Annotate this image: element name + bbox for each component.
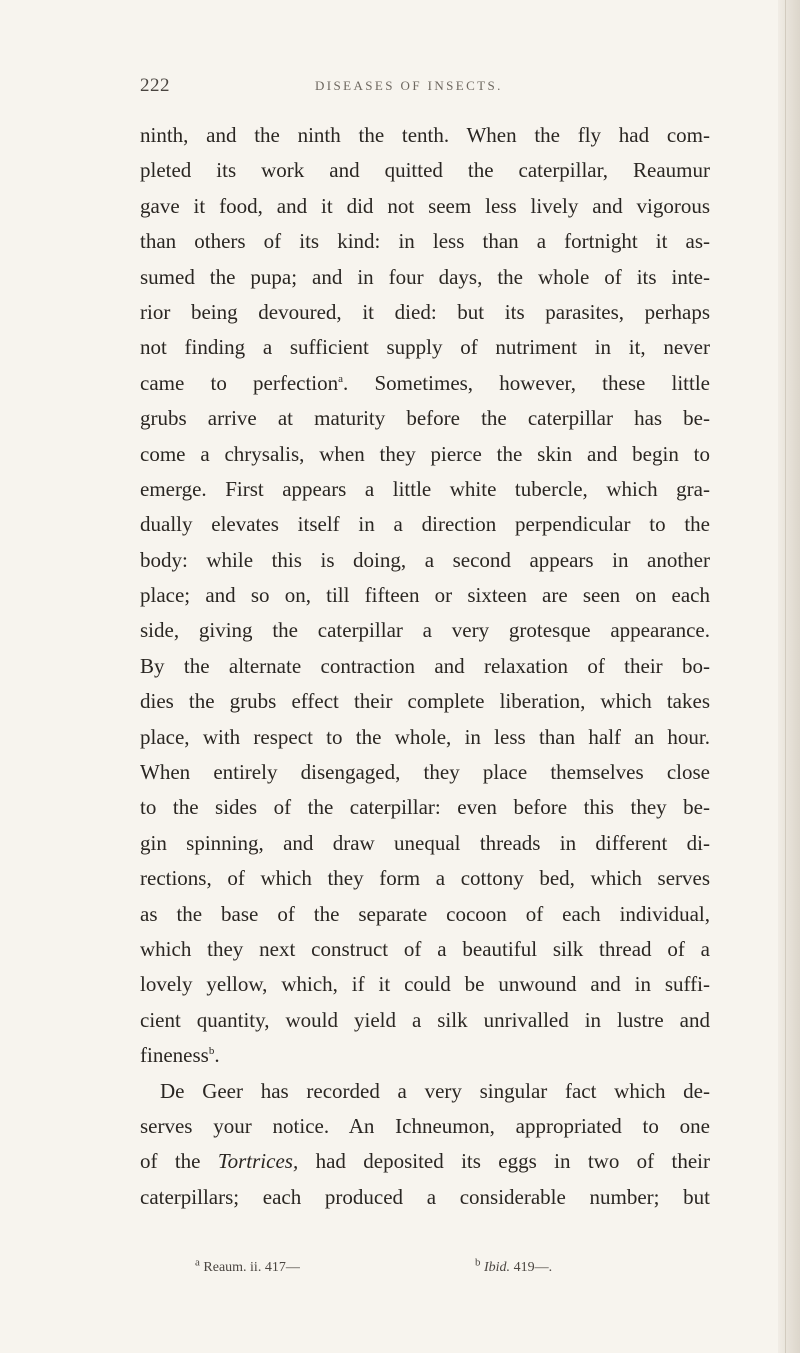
text-line: By the alternate contraction and relaxation of their bo-: [140, 653, 710, 678]
running-head: [140, 75, 700, 99]
text-line: When entirely disengaged, they place themselves close: [140, 760, 710, 785]
running-title: DISEASES OF INSECTS.: [315, 78, 503, 93]
footnote-b-text: 419—.: [513, 1260, 553, 1275]
text-line: not finding a sufficient supply of nutriment in it, never: [140, 335, 710, 360]
text-line: serves your notice. An Ichneumon, appropriated to one: [140, 1113, 710, 1138]
text-line: come a chrysalis, when they pierce the skin and begin to: [140, 441, 710, 466]
text-line: emerge. First appears a little white tubercle, which gra-: [140, 476, 710, 501]
footnote-ref-b: b: [208, 1045, 215, 1058]
page-number: 222: [140, 75, 170, 96]
text-line: [140, 1038, 710, 1073]
footnote-b: [475, 1256, 553, 1276]
text-line: caterpillars; each produced a considerable number; but: [140, 1184, 710, 1209]
text-line: which they next construct of a beautiful silk thread of a: [140, 936, 710, 961]
text-line: to the sides of the caterpillar: even before this they be-: [140, 795, 710, 820]
text-line: pleted its work and quitted the caterpillar, Reaumur: [140, 158, 710, 183]
footnote-a-text: Reaum. ii. 417—: [203, 1260, 300, 1275]
footnote-ref-a: a: [338, 372, 344, 385]
text-line: gin spinning, and draw unequal threads in different di-: [140, 830, 710, 855]
text-line: dies the grubs effect their complete liberation, which takes: [140, 689, 710, 714]
text-line: grubs arrive at maturity before the caterpillar has be-: [140, 406, 710, 431]
body-text: [140, 118, 710, 1215]
text-line: cient quantity, would yield a silk unrivalled in lustre and: [140, 1007, 710, 1032]
text-line: rior being devoured, it died: but its parasites, perhaps: [140, 299, 710, 324]
text-line: place; and so on, till fifteen or sixteen are seen on each: [140, 583, 710, 608]
page-edge-line: [785, 0, 786, 1353]
footnote-mark-a: a: [195, 1256, 200, 1269]
text-line: [140, 366, 710, 401]
footnote-b-ibid: Ibid.: [484, 1260, 511, 1275]
line-text: . Sometimes, however, these little: [343, 370, 710, 395]
text-line: as the base of the separate cocoon of each individual,: [140, 901, 710, 926]
text-line: ninth, and the ninth the tenth. When the fly had com-: [140, 123, 710, 147]
line-text: came to perfection: [140, 370, 339, 395]
footnote-mark-b: b: [475, 1256, 481, 1269]
footnote-a: [195, 1256, 300, 1276]
line-text: .: [214, 1043, 220, 1068]
text-line: body: while this is doing, a second appears in another: [140, 547, 710, 572]
text-line: De Geer has recorded a very singular fact which de-: [160, 1078, 710, 1103]
line-text: fineness: [140, 1043, 209, 1068]
text-line: dually elevates itself in a direction perpendicular to the: [140, 512, 710, 537]
text-line: place, with respect to the whole, in less than half an hour.: [140, 724, 710, 749]
line-text: of the: [140, 1149, 201, 1174]
text-line: lovely yellow, which, if it could be unwound and in suffi-: [140, 972, 710, 997]
text-line: [140, 1144, 710, 1179]
text-line: side, giving the caterpillar a very grotesque appearance.: [140, 618, 710, 643]
line-text: had deposited its eggs in two of their: [315, 1149, 711, 1174]
text-line: than others of its kind: in less than a fortnight it as-: [140, 229, 710, 254]
text-line: rections, of which they form a cottony bed, which serves: [140, 866, 710, 891]
footnotes: [195, 1256, 715, 1280]
text-line: sumed the pupa; and in four days, the whole of its inte-: [140, 264, 710, 289]
italic-term: Tortrices,: [217, 1149, 299, 1174]
text-line: gave it food, and it did not seem less lively and vigorous: [140, 193, 710, 218]
page-edge-shadow: [778, 0, 800, 1353]
